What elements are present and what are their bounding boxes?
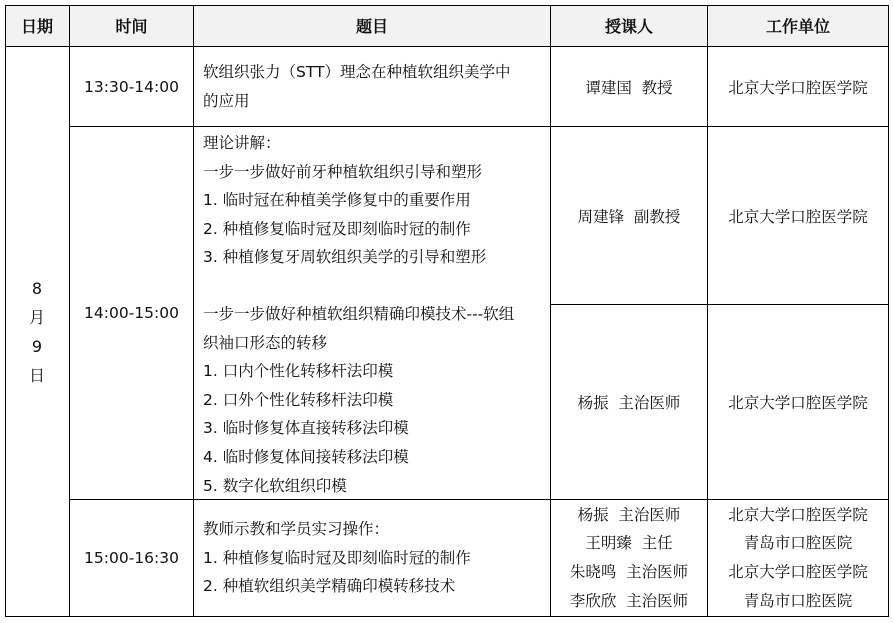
date-char: 月 <box>28 307 45 327</box>
header-time: 时间 <box>70 5 194 47</box>
topic-line: 3. 种植修复牙周软组织美学的引导和塑形 <box>203 248 487 267</box>
row3-time: 15:00-16:30 <box>70 500 194 617</box>
topic-line: 的应用 <box>203 91 250 110</box>
speaker-entry: 朱晓鸣 主治医师 <box>569 563 689 581</box>
date-char: 9 <box>31 336 43 356</box>
row1-time: 13:30-14:00 <box>70 47 194 127</box>
topic-line: 3. 临时修复体直接转移法印模 <box>203 419 409 438</box>
unit-entry: 北京大学口腔医学院 <box>728 563 868 581</box>
topic-line: 1. 种植修复临时冠及即刻临时冠的制作 <box>203 548 471 567</box>
header-unit: 工作单位 <box>708 5 889 47</box>
unit-entry: 青岛市口腔医院 <box>743 591 853 610</box>
topic-line: 一步一步做好种植软组织精确印模技术---软组 <box>203 304 515 323</box>
row2a-speaker: 周建锋 副教授 <box>551 127 708 305</box>
spacer <box>203 272 544 300</box>
topic-line: 织袖口形态的转移 <box>203 333 328 352</box>
row2-time: 14:00-15:00 <box>70 127 194 500</box>
row2b-speaker: 杨振 主治医师 <box>551 305 708 500</box>
row3-topic <box>194 500 551 617</box>
topic-line: 5. 数字化软组织印模 <box>203 476 347 495</box>
topic-line: 软组织张力（STT）理念在种植软组织美学中 <box>203 62 511 81</box>
unit-entry: 北京大学口腔医学院 <box>728 505 868 524</box>
header-date: 日期 <box>5 5 70 47</box>
speaker-entry: 王明臻 主任 <box>585 534 673 553</box>
topic-line: 一步一步做好前牙种植软组织引导和塑形 <box>203 162 483 181</box>
row1-speaker: 谭建国 教授 <box>551 47 708 127</box>
topic-line: 1. 临时冠在种植美学修复中的重要作用 <box>203 191 471 210</box>
speaker-entry: 李欣欣 主治医师 <box>569 591 689 610</box>
topic-line: 2. 种植修复临时冠及即刻临时冠的制作 <box>203 219 471 238</box>
date-char: 日 <box>28 365 45 385</box>
speaker-entry: 杨振 主治医师 <box>577 505 681 524</box>
topic-line: 教师示教和学员实习操作： <box>203 520 390 539</box>
row1-unit: 北京大学口腔医学院 <box>708 47 889 127</box>
date-char: 8 <box>31 278 43 298</box>
date-cell <box>5 47 70 617</box>
row3-units <box>708 500 889 617</box>
row2b-unit: 北京大学口腔医学院 <box>708 305 889 500</box>
row2a-unit: 北京大学口腔医学院 <box>708 127 889 305</box>
row1-topic <box>194 47 551 127</box>
row3-speakers <box>551 500 708 617</box>
topic-line: 1. 口内个性化转移杆法印模 <box>203 362 394 381</box>
topic-line: 2. 口外个性化转移杆法印模 <box>203 390 394 409</box>
topic-line: 2. 种植软组织美学精确印模转移技术 <box>203 577 456 596</box>
topic-line: 理论讲解： <box>203 134 281 152</box>
unit-entry: 青岛市口腔医院 <box>743 534 853 553</box>
header-speaker: 授课人 <box>551 5 708 47</box>
topic-line: 4. 临时修复体间接转移法印模 <box>203 447 409 466</box>
row2-topic <box>194 127 551 500</box>
header-topic: 题目 <box>194 5 551 47</box>
